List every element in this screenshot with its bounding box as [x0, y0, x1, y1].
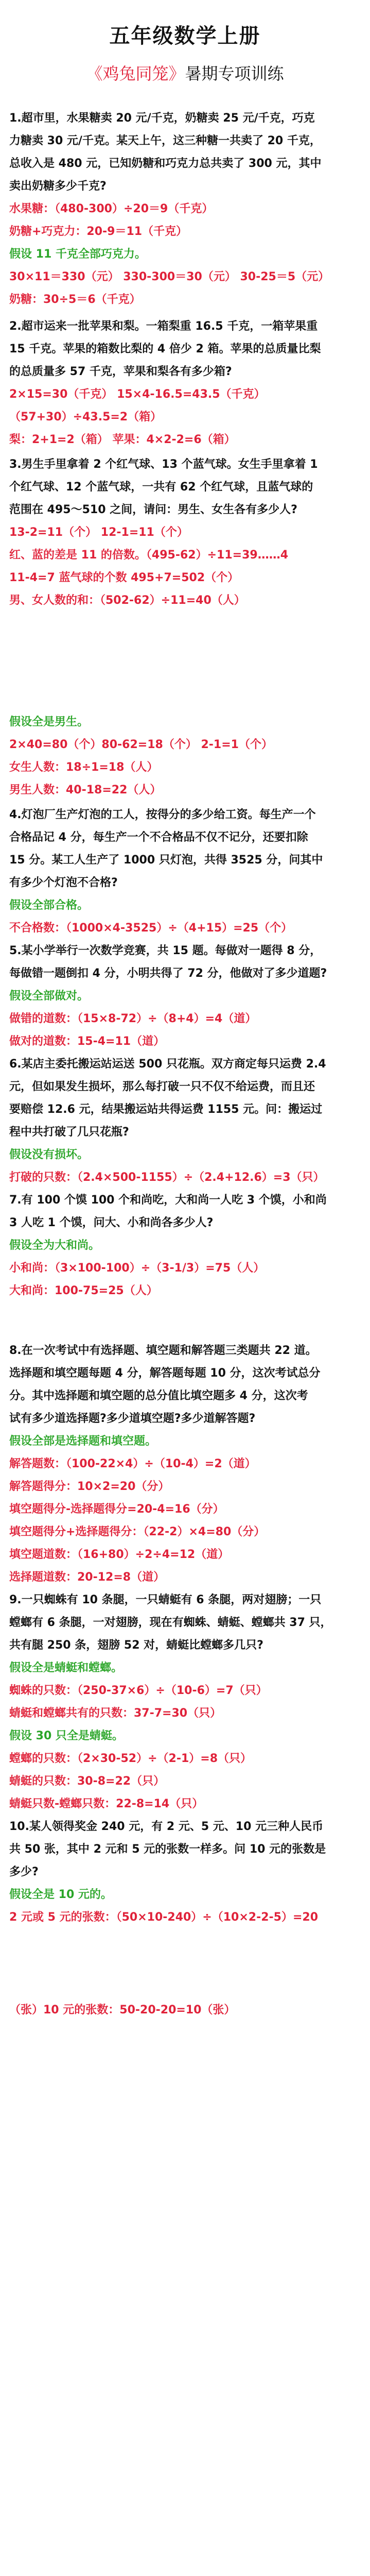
question-line: 卖出奶糖多少千克?: [9, 180, 107, 193]
question-line: 总收入是 480 元，已知奶糖和巧克力总共卖了 300 元，其中: [9, 157, 322, 170]
solution-line: 做对的道数：15-4=11（道）: [9, 1035, 165, 1048]
assumption-line: 假设全部是选择题和填空题。: [9, 1435, 157, 1448]
question-line: 螳螂有 6 条腿，一对翅膀，现在有蜘蛛、蜻蜓、螳螂共 37 只，: [9, 1616, 332, 1629]
assumption-line: 假设 30 只全是蜻蜓。: [9, 1730, 124, 1742]
question-line: 5.某小学举行一次数学竞赛，共 15 题。每做对一题得 8 分，: [9, 944, 322, 957]
assumption-line: 假设全为大和尚。: [9, 1239, 100, 1252]
question-line: 共有腿 250 条，翅膀 52 对，蜻蜓比螳螂多几只?: [9, 1639, 263, 1652]
question-line: 选择题和填空题每题 4 分，解答题每题 10 分，这次考试总分: [9, 1367, 321, 1380]
question-line: 1.超市里，水果糖卖 20 元/千克，奶糖卖 25 元/千克，巧克: [9, 112, 315, 125]
question-line: 分。其中选择题和填空题的总分值比填空题多 4 分，这次考: [9, 1389, 308, 1402]
solution-line: 2×15=30（千克） 15×4-16.5=43.5（千克）: [9, 388, 266, 401]
question-line: 有多少个灯泡不合格?: [9, 876, 118, 889]
assumption-line: 假设全是蜻蜓和螳螂。: [9, 1662, 123, 1674]
solution-line: 大和尚：100-75=25（人）: [9, 1284, 158, 1297]
assumption-line: 假设全是男生。: [9, 716, 89, 728]
solution-line: 男生人数：40-18=22（人）: [9, 784, 162, 796]
solution-line: 解答题数：（100-22×4）÷（10-4）=2（道）: [9, 1458, 256, 1470]
solution-line: 2×40=80（个）80-62=18（个） 2-1=1（个）: [9, 738, 273, 751]
question-line: 8.在一次考试中有选择题、填空题和解答题三类题共 22 道。: [9, 1344, 317, 1357]
solution-line: 蜘蛛的只数：（250-37×6）÷（10-6）=7（只）: [9, 1684, 268, 1697]
solution-line: 填空题得分-选择题得分=20-4=16（分）: [9, 1503, 224, 1516]
question-line: 试有多少道选择题?多少道填空题?多少道解答题?: [9, 1412, 256, 1425]
question-line: 7.有 100 个馍 100 个和尚吃，大和尚一人吃 3 个馍，小和尚: [9, 1194, 327, 1207]
question-block-3-continued: [9, 711, 359, 802]
solution-line: 红、蓝的差是 11 的倍数。（495-62）÷11=39……4: [9, 549, 289, 562]
solution-line: 梨：2+1=2（箱） 苹果：4×2-2=6（箱）: [9, 433, 236, 446]
solution-line: 奶糖：30÷5＝6（千克）: [9, 293, 141, 306]
assumption-line: 假设全是 10 元的。: [9, 1888, 112, 1901]
question-line: 10.某人领得奖金 240 元，有 2 元、5 元、10 元三种人民币: [9, 1820, 324, 1833]
question-block-10-continued: [9, 1999, 359, 2022]
question-line: 4.灯泡厂生产灯泡的工人，按得分的多少给工资。每生产一个: [9, 808, 316, 821]
assumption-line: 假设 11 千克全部巧克力。: [9, 248, 146, 261]
question-line: 每做错一题倒扣 4 分，小明共得了 72 分，他做对了多少道题?: [9, 967, 327, 980]
solution-line: 13-2=11（个） 12-1=11（个）: [9, 526, 188, 539]
question-line: 3 人吃 1 个馍，问大、小和尚各多少人?: [9, 1216, 214, 1229]
page-subtitle: [0, 61, 370, 84]
solution-line: 水果糖：（480-300）÷20＝9（千克）: [9, 202, 214, 215]
question-line: 3.男生手里拿着 2 个红气球、13 个蓝气球。女生手里拿着 1: [9, 458, 318, 471]
solution-line: （57+30）÷43.5=2（箱）: [9, 411, 162, 423]
solution-line: 螳螂的只数：（2×30-52）÷（2-1）=8（只）: [9, 1752, 252, 1765]
page-title: 五年级数学上册: [109, 24, 261, 48]
question-block-8-10: [9, 1340, 359, 1929]
assumption-line: 假设全部合格。: [9, 899, 89, 912]
subtitle-rest: 暑期专项训练: [185, 64, 284, 83]
solution-line: 蜻蜓的只数：30-8=22（只）: [9, 1775, 165, 1788]
solution-line: 30×11＝330（元） 330-300＝30（元） 30-25＝5（元）: [9, 270, 330, 283]
assumption-line: 假设全部做对。: [9, 990, 89, 1003]
question-block-1: [9, 107, 359, 311]
question-block-4-7: [9, 804, 359, 1302]
solution-line: 2 元或 5 元的张数：（50×10-240）÷（10×2-2-5）=20: [9, 1911, 319, 1924]
solution-line: 蜻蜓和螳螂共有的只数：37-7=30（只）: [9, 1707, 222, 1720]
solution-line: 填空题得分+选择题得分：（22-2）×4=80（分）: [9, 1526, 266, 1538]
question-block-3: [9, 453, 359, 612]
question-line: 共 50 张，其中 2 元和 5 元的张数一样多。问 10 元的张数是: [9, 1843, 326, 1856]
question-block-2: [9, 315, 359, 451]
solution-line: 奶糖+巧克力：20-9＝11（千克）: [9, 225, 188, 238]
question-line: 个红气球、12 个蓝气球，一共有 62 个红气球，且蓝气球的: [9, 481, 313, 494]
question-line: 范围在 495～510 之间，请问：男生、女生各有多少人?: [9, 503, 297, 516]
solution-line: 解答题得分：10×2=20（分）: [9, 1480, 170, 1493]
question-line: 力糖卖 30 元/千克。某天上午，这三种糖一共卖了 20 千克，: [9, 134, 321, 147]
question-line: 2.超市运来一批苹果和梨。一箱梨重 16.5 千克，一箱苹果重: [9, 320, 318, 333]
question-line: 15 分。某工人生产了 1000 只灯泡，共得 3525 分，问其中: [9, 854, 323, 867]
question-line: 的总质量多 57 千克，苹果和梨各有多少箱?: [9, 365, 232, 378]
question-line: 15 千克。苹果的箱数比梨的 4 倍少 2 箱。苹果的总质量比梨: [9, 343, 321, 355]
solution-line: （张）10 元的张数：50-20-20=10（张）: [9, 2004, 236, 2016]
question-line: 多少?: [9, 1866, 39, 1878]
question-line: 9.一只蜘蛛有 10 条腿，一只蜻蜓有 6 条腿，两对翅膀；一只: [9, 1594, 322, 1606]
solution-line: 蜻蜓只数-螳螂只数：22-8=14（只）: [9, 1798, 204, 1810]
question-line: 元，但如果发生损坏，那么每打破一只不仅不给运费，而且还: [9, 1080, 315, 1093]
solution-line: 打破的只数：（2.4×500-1155）÷（2.4+12.6）=3（只）: [9, 1171, 325, 1184]
solution-line: 女生人数：18÷1=18（人）: [9, 761, 158, 774]
solution-line: 小和尚：（3×100-100）÷（3-1/3）=75（人）: [9, 1262, 265, 1275]
solution-line: 填空题道数：（16+80）÷2÷4=12（道）: [9, 1548, 230, 1561]
assumption-line: 假设没有损坏。: [9, 1148, 89, 1161]
solution-line: 不合格数：（1000×4-3525）÷（4+15）=25（个）: [9, 922, 293, 935]
question-line: 要赔偿 12.6 元，结果搬运站共得运费 1155 元。问：搬运过: [9, 1103, 323, 1116]
solution-line: 做错的道数：（15×8-72）÷（8+4）=4（道）: [9, 1012, 257, 1025]
question-line: 6.某店主委托搬运站运送 500 只花瓶。双方商定每只运费 2.4: [9, 1058, 326, 1071]
question-line: 合格品记 4 分，每生产一个不合格品不仅不记分，还要扣除: [9, 831, 308, 844]
question-line: 程中共打破了几只花瓶?: [9, 1126, 129, 1139]
solution-line: 11-4=7 蓝气球的个数 495+7=502（个）: [9, 571, 239, 584]
solution-line: 男、女人数的和：（502-62）÷11=40（人）: [9, 594, 245, 607]
solution-line: 选择题道数：20-12=8（道）: [9, 1571, 165, 1584]
subtitle-highlight: 《鸡兔同笼》: [86, 64, 185, 83]
